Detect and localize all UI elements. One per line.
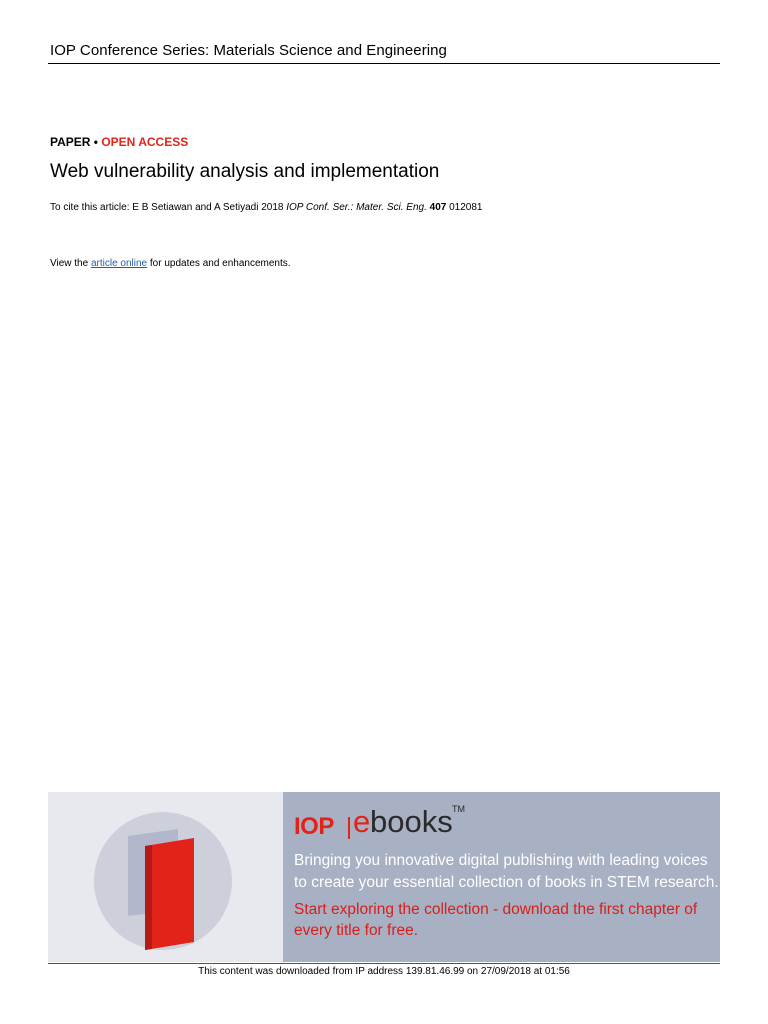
logo-e-text: e — [353, 804, 371, 839]
logo-iop-text: IOP — [294, 813, 334, 840]
label-separator: • — [90, 135, 102, 149]
logo-trademark: TM — [452, 804, 465, 814]
iop-ebooks-advert[interactable] — [48, 792, 720, 962]
advert-graphic-panel — [48, 792, 283, 962]
paper-access-line — [50, 135, 188, 149]
advert-line-2: to create your essential collection of books in STEM research. — [294, 874, 719, 891]
advert-text-panel — [283, 792, 720, 962]
logo-books-text: books — [370, 804, 453, 839]
book-icon — [48, 792, 283, 962]
journal-title: IOP Conference Series: Materials Science and Engineering — [50, 42, 447, 59]
paper-type-label: PAPER — [50, 135, 91, 149]
open-access-label: OPEN ACCESS — [101, 135, 189, 149]
download-notice: This content was downloaded from IP address 139.81.46.99 on 27/09/2018 at 01:56 — [198, 966, 570, 977]
citation-prefix: To cite this article: E B Setiawan and A Setiyadi 2018 — [50, 202, 287, 213]
advert-line-3: Start exploring the collection - download the first chapter of — [294, 901, 698, 918]
citation-volume: 407 — [429, 202, 447, 213]
view-suffix: for updates and enhancements. — [147, 258, 291, 269]
article-title: Web vulnerability analysis and implementation — [50, 161, 440, 182]
view-prefix: View the — [50, 258, 91, 269]
article-online-link[interactable]: article online — [90, 258, 148, 269]
logo-divider — [348, 817, 350, 839]
advert-line-1: Bringing you innovative digital publishing with leading voices — [294, 852, 708, 869]
citation-journal: IOP Conf. Ser.: Mater. Sci. Eng. — [286, 202, 427, 213]
citation-article-number: 012081 — [446, 202, 483, 213]
header-divider — [48, 63, 720, 64]
citation-line — [50, 202, 482, 213]
view-online-line — [50, 258, 291, 269]
footer-divider — [48, 963, 720, 964]
advert-line-4: every title for free. — [294, 922, 419, 939]
